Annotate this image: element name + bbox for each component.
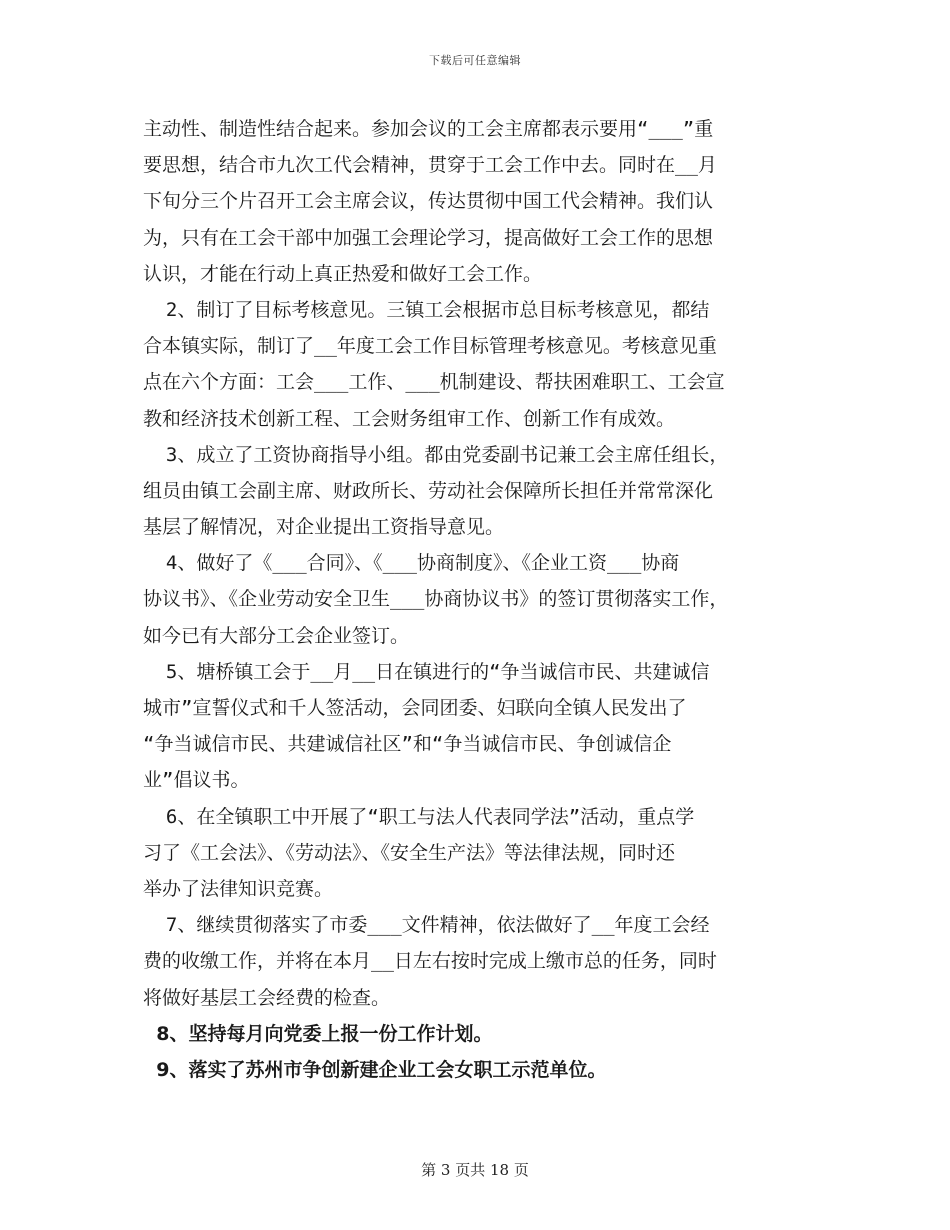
body-line: 教和经济技术创新工程、工会财务组审工作、创新工作有成效。 [143,407,676,430]
body-line: 如今已有大部分工会企业签订。 [143,624,410,647]
body-line: 将做好基层工会经费的检查。 [143,986,391,1009]
page-header: 下载后可任意编辑 [429,54,521,67]
body-line: 认识，才能在行动上真正热爱和做好工会工作。 [143,262,543,285]
body-line: 合本镇实际，制订了__年度工会工作目标管理考核意见。考核意见重 [143,335,717,358]
body-line: 习了《工会法》、《劳动法》、《安全生产法》等法律法规，同时还 [143,841,676,864]
body-line: 4、做好了《___合同》、《___协商制度》、《企业工资___协商 [143,552,680,575]
body-line: 主动性、制造性结合起来。参加会议的工会主席都表示要用“___”重 [143,118,714,140]
body-line: 费的收缴工作，并将在本月__日左右按时完成上缴市总的任务，同时 [143,950,717,973]
document-body [143,111,815,1088]
body-line: 基层了解情况，对企业提出工资指导意见。 [143,516,505,539]
body-line: 2、制订了目标考核意见。三镇工会根据市总目标考核意见，都结 [143,298,710,321]
body-line-bold: 9、落实了苏州市争创新建企业工会女职工示范单位。 [143,1058,607,1081]
body-line: 5、塘桥镇工会于__月__日在镇进行的“争当诚信市民、共建诚信 [143,660,710,683]
body-line: 7、继续贯彻落实了市委___文件精神，依法做好了__年度工会经 [143,914,710,937]
body-line: 3、成立了工资协商指导小组。都由党委副书记兼工会主席任组长， [143,443,729,466]
body-line: 点在六个方面：工会___工作、___机制建设、帮扶困难职工、工会宣 [143,371,725,394]
body-line: 举办了法律知识竞赛。 [143,877,334,900]
body-line: 为，只有在工会干部中加强工会理论学习，提高做好工会工作的思想 [143,226,714,249]
body-line-bold: 8、坚持每月向党委上报一份工作计划。 [143,1022,493,1045]
page-footer: 第 3 页共 18 页 [421,1161,529,1179]
body-line: 组员由镇工会副主席、财政所长、劳动社会保障所长担任并常常深化 [143,479,714,502]
body-line: 城市”宣誓仪式和千人签活动，会同团委、妇联向全镇人民发出了 [143,697,687,719]
body-line: 协议书》、《企业劳动安全卫生___协商协议书》的签订贯彻落实工作， [143,588,729,611]
body-line: 业”倡议书。 [143,769,250,792]
body-line: 下旬分三个片召开工会主席会议，传达贯彻中国工代会精神。我们认 [143,190,714,213]
body-line: 要思想，结合市九次工代会精神，贯穿于工会工作中去。同时在__月 [143,154,717,177]
body-line: “争当诚信市民、共建诚信社区”和“争当诚信市民、争创诚信企 [143,733,672,756]
body-line: 6、在全镇职工中开展了“职工与法人代表同学法”活动，重点学 [143,805,695,828]
